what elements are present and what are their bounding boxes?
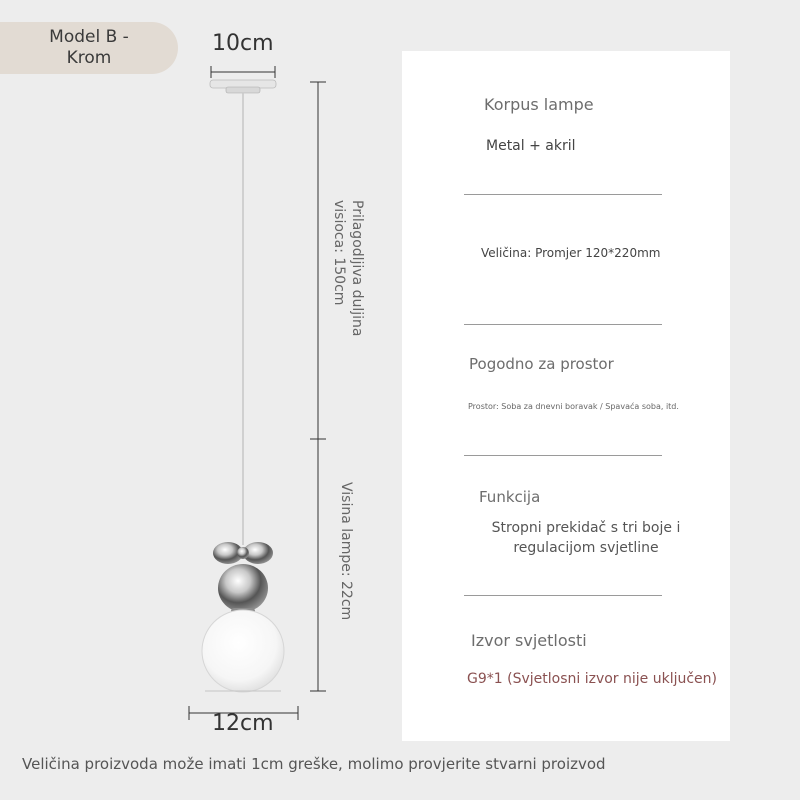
ceiling-canopy xyxy=(210,80,276,93)
glass-globe xyxy=(202,610,284,692)
model-badge-label: Model B - Krom xyxy=(49,27,129,68)
specifications-panel xyxy=(402,51,730,741)
divider xyxy=(464,324,662,325)
light-source-value: G9*1 (Svjetlosni izvor nije uključen) xyxy=(467,671,717,687)
globe-dimension-line xyxy=(189,706,298,720)
body-heading: Korpus lampe xyxy=(484,95,594,114)
space-value: Prostor: Soba za dnevni boravak / Spavaća soba, itd. xyxy=(468,402,679,411)
footer-note: Veličina proizvoda može imati 1cm greške, molimo provjerite stvarni proizvod xyxy=(22,755,606,773)
function-value: Stropni prekidač s tri boje i regulacijom svjetline xyxy=(491,520,681,556)
globe-width-label: 12cm xyxy=(212,711,274,736)
chrome-bow-ornament xyxy=(213,542,273,616)
lamp-height-label: Visina lampe: 22cm xyxy=(338,482,354,621)
space-heading: Pogodno za prostor xyxy=(469,355,614,373)
size-value: Veličina: Promjer 120*220mm xyxy=(481,246,661,260)
light-source-heading: Izvor svjetlosti xyxy=(471,631,587,650)
divider xyxy=(464,595,662,596)
function-heading: Funkcija xyxy=(479,488,541,506)
body-value: Metal + akril xyxy=(486,138,576,154)
height-dimension-line xyxy=(310,82,326,691)
adjustable-length-label: Prilagodljiva duljina visioca: 150cm xyxy=(331,200,365,337)
divider xyxy=(464,455,662,456)
canopy-width-label: 10cm xyxy=(212,31,274,56)
divider xyxy=(464,194,662,195)
canopy-dimension-line xyxy=(211,66,275,78)
